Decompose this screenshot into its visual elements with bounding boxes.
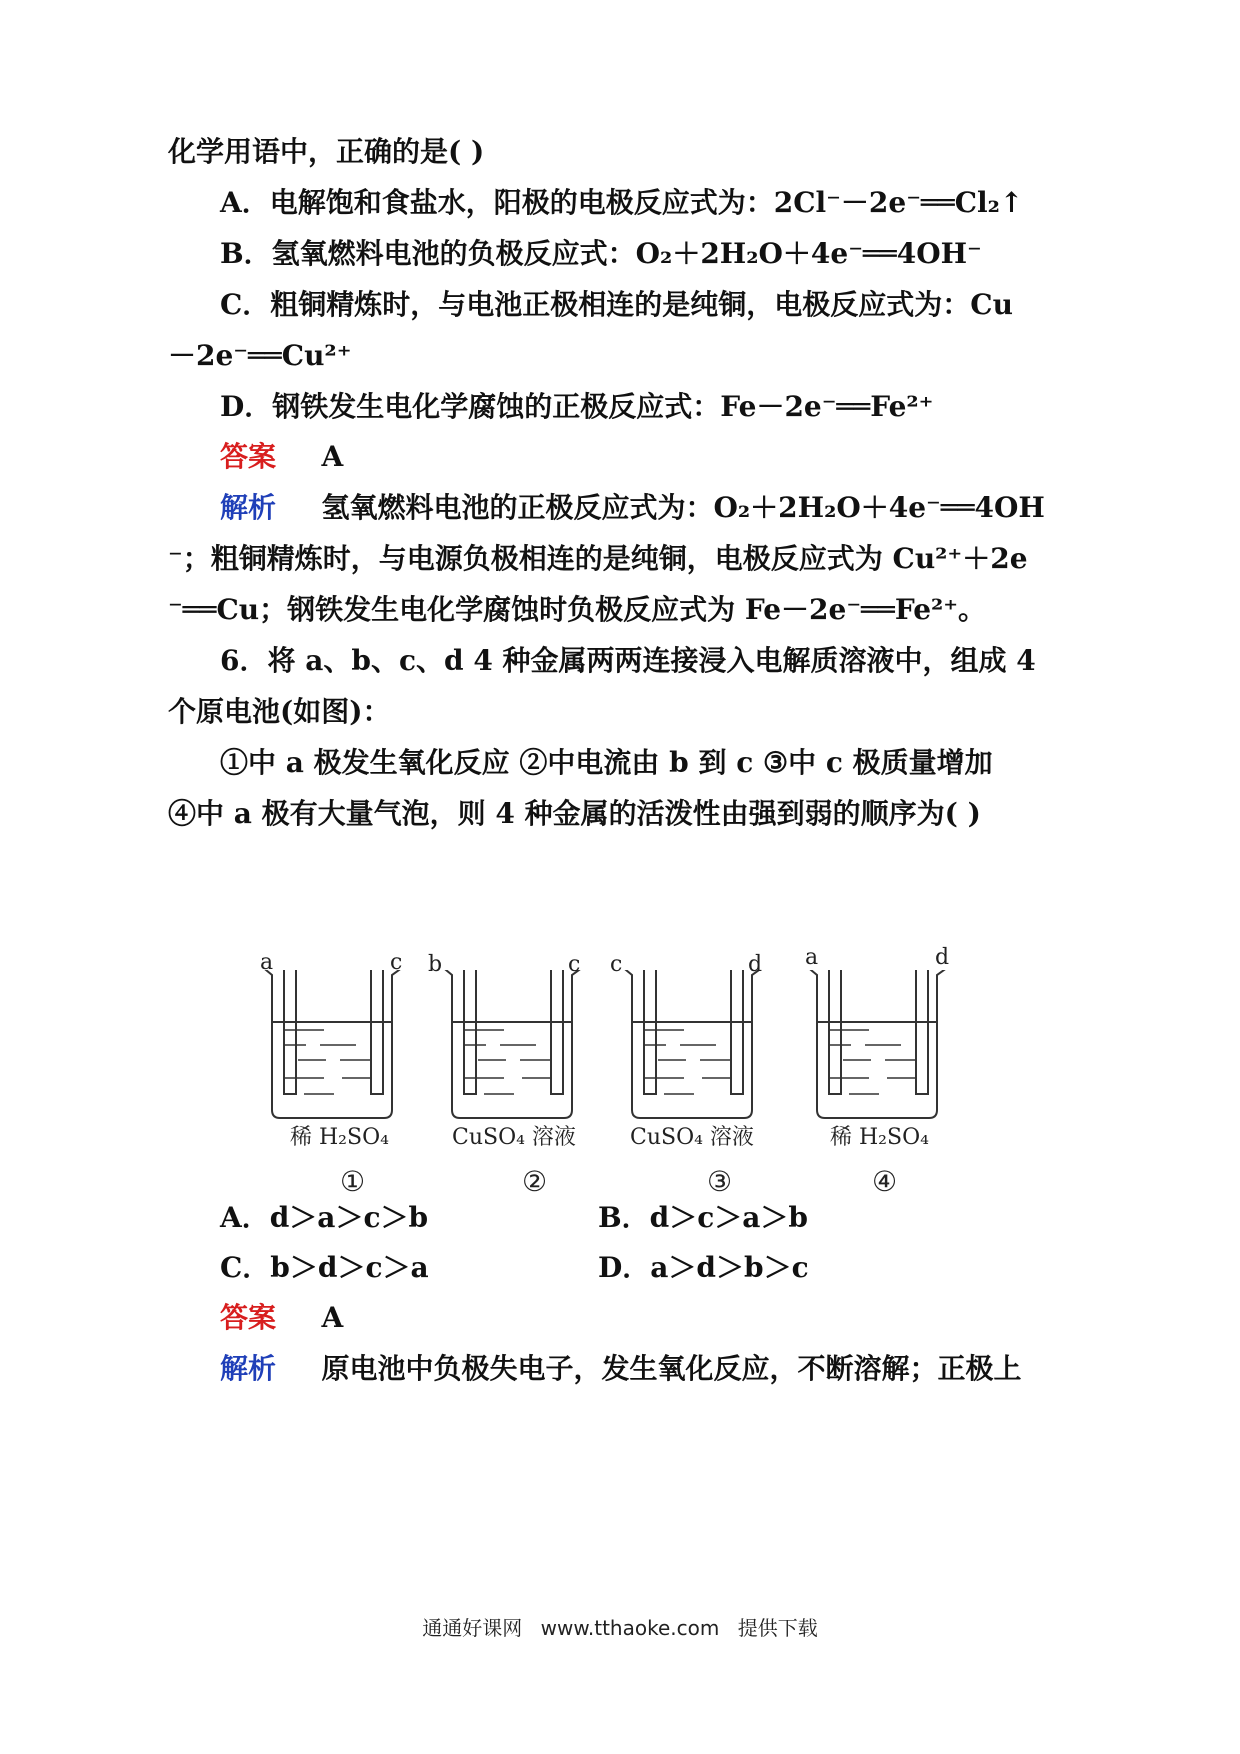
analysis-text: 氢氧燃料电池的正极反应式为：O₂＋2H₂O＋4e⁻══4OH — [321, 491, 1045, 524]
q5-analysis-line3: ⁻══Cu；钢铁发生电化学腐蚀时负极反应式为 Fe－2e⁻══Fe²⁺。 — [168, 593, 987, 626]
analysis-label: 解析 — [220, 491, 277, 524]
q6-stem-line2: 个原电池(如图)： — [168, 695, 391, 728]
electrode-right — [731, 970, 743, 1094]
footer-site-name: 通通好课网 — [422, 1616, 523, 1640]
electrode-label: d — [935, 945, 950, 970]
q6-option-b: B．d＞c＞a＞b — [598, 1201, 809, 1234]
electrode-right — [916, 970, 928, 1094]
q5-stem-end: 化学用语中，正确的是( ) — [168, 135, 485, 168]
electrode-label: a — [805, 945, 819, 970]
analysis-text: 原电池中负极失电子，发生氧化反应，不断溶解；正极上 — [321, 1352, 1022, 1385]
footer-url[interactable]: www.tthaoke.com — [540, 1616, 720, 1640]
q5-analysis-line1 — [220, 488, 1240, 528]
cell-number: ③ — [707, 1165, 733, 1198]
q5-option-c-line1: C．粗铜精炼时，与电池正极相连的是纯铜，电极反应式为：Cu — [220, 288, 1013, 321]
q6-option-c: C．b＞d＞c＞a — [220, 1251, 429, 1284]
beaker-outline — [805, 970, 951, 1118]
analysis-label: 解析 — [220, 1352, 277, 1385]
answer-label: 答案 — [220, 1301, 277, 1334]
electrode-left — [284, 970, 296, 1094]
electrode-label: d — [748, 952, 763, 977]
q6-conditions-line1: ①中 a 极发生氧化反应 ②中电流由 b 到 c ③中 c 极质量增加 — [220, 746, 993, 779]
electrode-label: c — [390, 950, 403, 975]
q6-conditions-line2: ④中 a 极有大量气泡，则 4 种金属的活泼性由强到弱的顺序为( ) — [168, 797, 981, 830]
q5-option-b: B．氢氧燃料电池的负极反应式：O₂＋2H₂O＋4e⁻══4OH⁻ — [220, 237, 982, 270]
page-footer — [0, 1612, 1240, 1641]
electrode-label: c — [610, 952, 623, 977]
answer-label: 答案 — [220, 440, 277, 473]
q6-option-a: A．d＞a＞c＞b — [220, 1201, 429, 1234]
q5-analysis-line2: ⁻；粗铜精炼时，与电源负极相连的是纯铜，电极反应式为 Cu²⁺＋2e — [168, 542, 1028, 575]
footer-note: 提供下载 — [737, 1616, 818, 1640]
q5-answer-row — [220, 437, 1240, 477]
electrode-right — [551, 970, 563, 1094]
cell-number: ① — [340, 1165, 366, 1198]
beaker-outline — [440, 970, 586, 1118]
beaker-outline — [620, 970, 766, 1118]
q5-option-d: D．钢铁发生电化学腐蚀的正极反应式：Fe－2e⁻══Fe²⁺ — [220, 390, 934, 423]
solution-label: CuSO₄ 溶液 — [630, 1125, 754, 1150]
q6-analysis-line1 — [220, 1349, 1240, 1389]
solution-label: 稀 H₂SO₄ — [830, 1125, 929, 1150]
electrode-left — [464, 970, 476, 1094]
solution-label: 稀 H₂SO₄ — [290, 1125, 389, 1150]
electrode-left — [644, 970, 656, 1094]
electrode-label: b — [428, 952, 443, 977]
q6-stem-line1: 6．将 a、b、c、d 4 种金属两两连接浸入电解质溶液中，组成 4 — [220, 644, 1036, 677]
answer-value: A — [321, 1301, 344, 1334]
solution-label: CuSO₄ 溶液 — [452, 1125, 576, 1150]
electrode-label: a — [260, 950, 274, 975]
q6-answer-row — [220, 1298, 1240, 1338]
cell-number: ② — [522, 1165, 548, 1198]
electrode-label: c — [568, 952, 581, 977]
q5-option-a: A．电解饱和食盐水，阳极的电极反应式为：2Cl⁻－2e⁻══Cl₂↑ — [220, 186, 1024, 219]
electrode-right — [371, 970, 383, 1094]
cell-number: ④ — [872, 1165, 898, 1198]
q6-option-d: D．a＞d＞b＞c — [598, 1251, 809, 1284]
q5-option-c-line2: －2e⁻══Cu²⁺ — [168, 339, 352, 372]
electrode-left — [829, 970, 841, 1094]
answer-value: A — [321, 440, 344, 473]
beaker-outline — [260, 970, 406, 1118]
